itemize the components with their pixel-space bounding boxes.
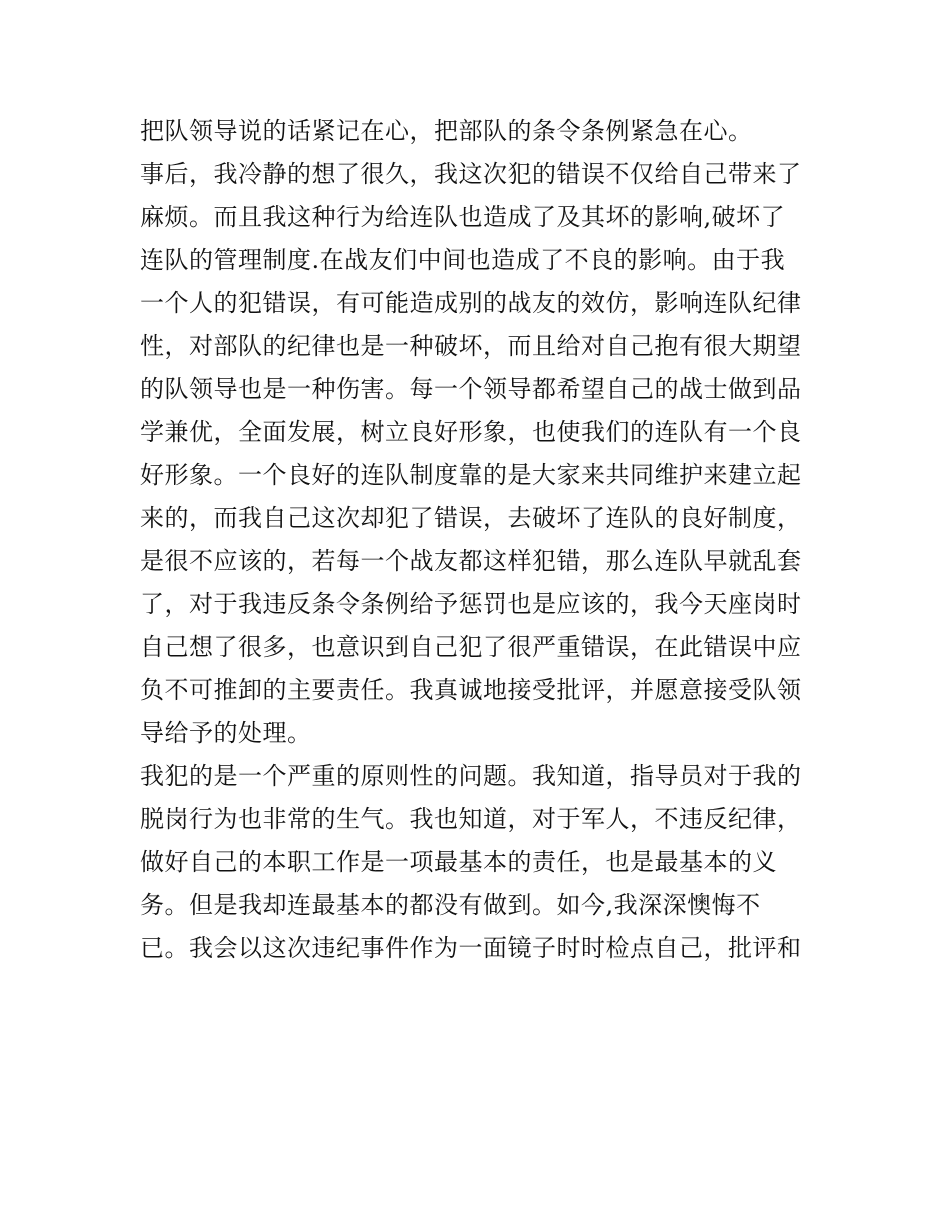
text-line: 性，对部队的纪律也是一种破坏，而且给对自己抱有很大期望	[140, 332, 802, 360]
text-line: 好形象。一个良好的连队制度靠的是大家来共同维护来建立起	[140, 461, 802, 489]
text-line: 我犯的是一个严重的原则性的问题。我知道，指导员对于我的	[140, 762, 802, 790]
text-line: 自己想了很多，也意识到自己犯了很严重错误，在此错误中应	[140, 633, 802, 661]
text-line: 学兼优，全面发展，树立良好形象，也使我们的连队有一个良	[140, 418, 802, 446]
text-line: 导给予的处理。	[140, 719, 312, 747]
text-line: 脱岗行为也非常的生气。我也知道，对于军人，不违反纪律，	[140, 805, 802, 833]
text-line: 已。我会以这次违纪事件作为一面镜子时时检点自己，批评和	[140, 934, 802, 962]
text-line: 一个人的犯错误，有可能造成别的战友的效仿，影响连队纪律	[140, 289, 802, 317]
text-line: 麻烦。而且我这种行为给连队也造成了及其坏的影响,破坏了	[140, 203, 786, 231]
text-line: 把队领导说的话紧记在心，把部队的条令条例紧急在心。	[140, 117, 753, 145]
text-line: 事后，我冷静的想了很久，我这次犯的错误不仅给自己带来了	[140, 160, 802, 188]
text-line: 了，对于我违反条令条例给予惩罚也是应该的，我今天座岗时	[140, 590, 802, 618]
text-line: 负不可推卸的主要责任。我真诚地接受批评，并愿意接受队领	[140, 676, 802, 704]
text-line: 来的，而我自己这次却犯了错误，去破坏了连队的良好制度，	[140, 504, 802, 532]
document-body	[140, 110, 820, 970]
text-line: 的队领导也是一种伤害。每一个领导都希望自己的战士做到品	[140, 375, 802, 403]
text-line: 是很不应该的，若每一个战友都这样犯错，那么连队早就乱套	[140, 547, 802, 575]
text-line: 务。但是我却连最基本的都没有做到。如今,我深深懊悔不	[140, 891, 761, 919]
text-line: 做好自己的本职工作是一项最基本的责任，也是最基本的义	[140, 848, 777, 876]
text-line: 连队的管理制度.在战友们中间也造成了不良的影响。由于我	[140, 246, 786, 274]
